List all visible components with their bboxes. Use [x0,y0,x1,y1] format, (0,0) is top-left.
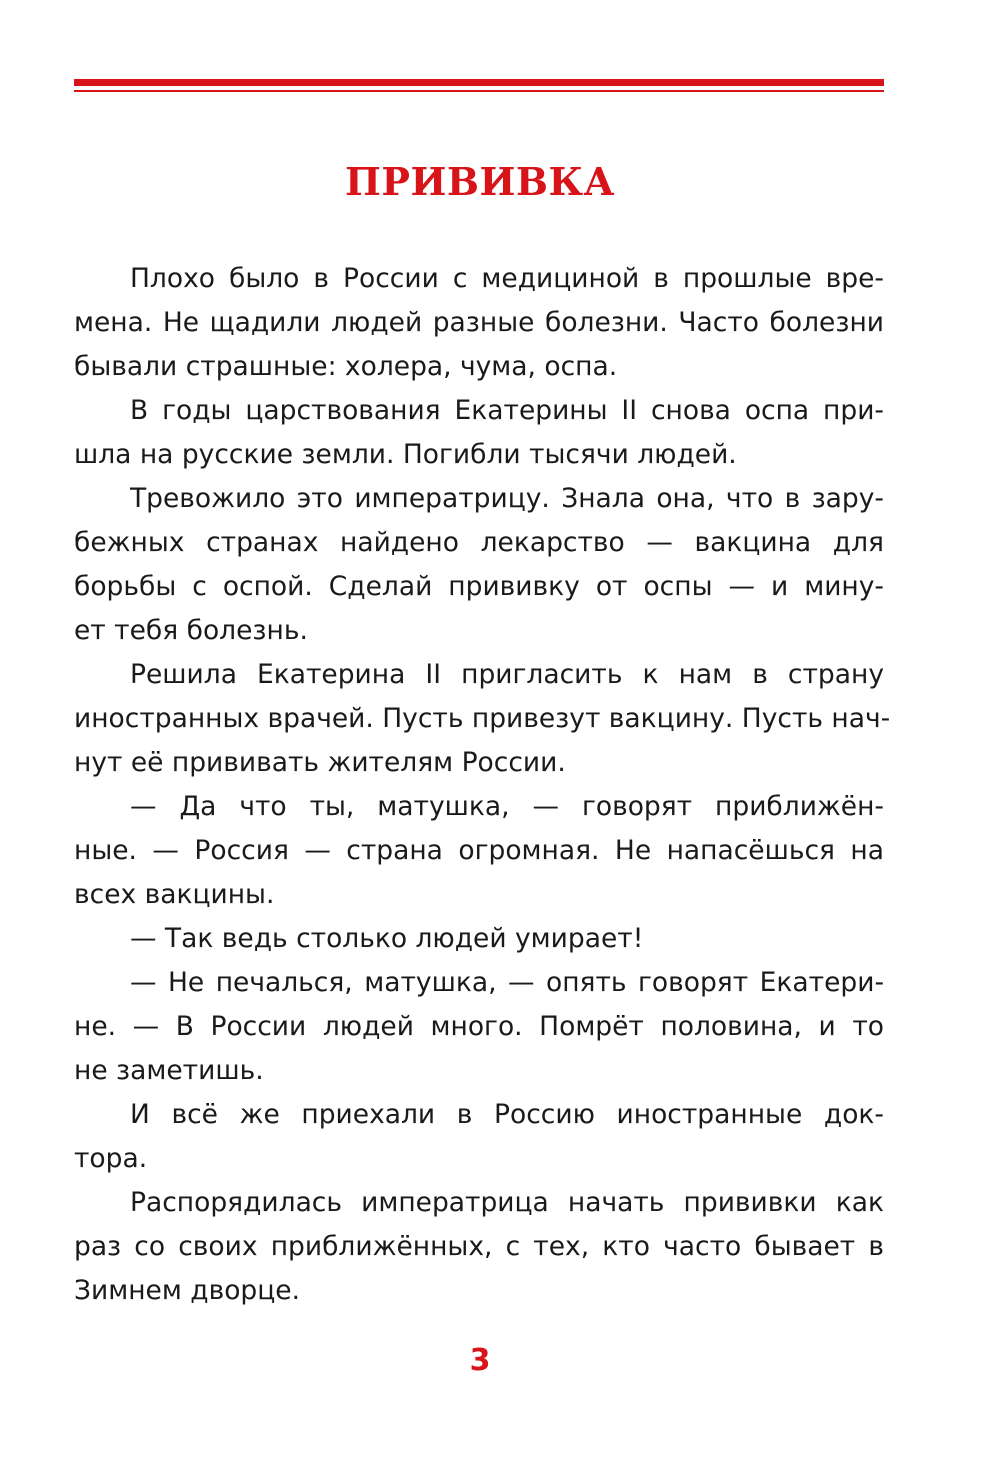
text-line: шла на русские земли. Погибли тысячи людей. [74,439,737,470]
text-line: — Да что ты, матушка, — говорят приближён- [130,791,884,822]
text-line: Распорядилась императрица начать прививки как [130,1187,884,1218]
text-line: ет тебя болезнь. [74,615,308,646]
text-line: раз со своих приближённых, с тех, кто часто бывает в [74,1231,884,1262]
page-number: 3 [469,1343,491,1378]
text-line: — Не печалься, матушка, — опять говорят Екатери- [130,967,884,998]
text-line: — Так ведь столько людей умирает! [130,923,644,954]
text-line: Плохо было в России с медициной в прошлые вре- [130,263,884,294]
text-line: бежных странах найдено лекарство — вакцина для [74,527,884,558]
text-line: всех вакцины. [74,879,275,910]
text-line: И всё же приехали в Россию иностранные док- [130,1099,884,1130]
text-line: тора. [74,1143,148,1174]
text-line: В годы царствования Екатерины II снова оспа при- [130,395,884,426]
text-line: иностранных врачей. Пусть привезут вакцину. Пусть нач- [74,703,891,734]
text-line: не. — В России людей много. Помрёт половина, и то [74,1011,884,1042]
text-line: Тревожило это императрицу. Знала она, что в зару- [130,483,884,514]
story-text [74,257,891,1313]
text-line: борьбы с оспой. Сделай прививку от оспы — и мину- [74,571,884,602]
text-line: ные. — Россия — страна огромная. Не напасёшься на [74,835,884,866]
header-rule-thick [74,79,884,86]
text-line: бывали страшные: холера, чума, оспа. [74,351,618,382]
page-title: ПРИВИВКА [344,159,616,204]
text-line: нут её прививать жителям России. [74,747,566,778]
text-line: мена. Не щадили людей разные болезни. Часто болезни [74,307,884,338]
header-rule-thin [74,90,884,92]
text-line: не заметишь. [74,1055,264,1086]
text-line: Зимнем дворце. [74,1275,300,1306]
text-line: Решила Екатерина II пригласить к нам в страну [130,659,884,690]
